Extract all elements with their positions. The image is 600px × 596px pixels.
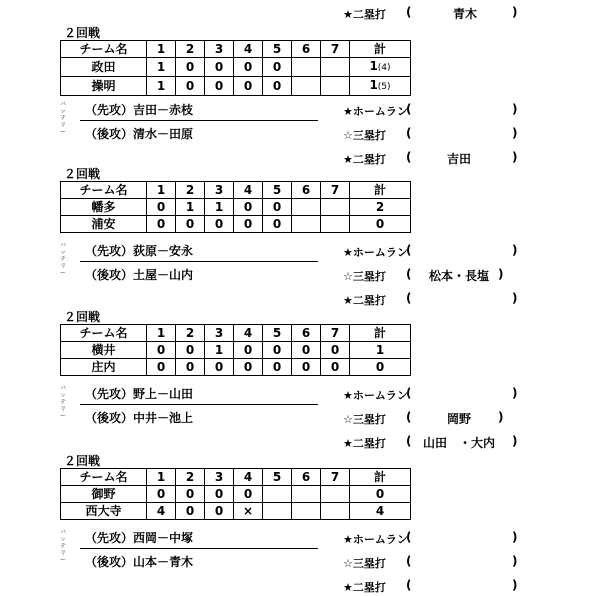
top-paren-open: ( (406, 5, 412, 19)
inning-score: 0 (234, 58, 263, 77)
inning-score (263, 503, 292, 520)
total-score (350, 486, 411, 503)
battery-underline (80, 404, 318, 405)
inning-score: 0 (205, 58, 234, 77)
double-paren-close: ) (512, 578, 518, 592)
double-names: 山田 ・大内 (422, 436, 495, 450)
inning-score: 0 (321, 342, 350, 359)
triple-paren-close: ) (498, 267, 504, 281)
inning-score: 0 (176, 342, 205, 359)
team-name: 横井 (61, 342, 147, 359)
header-inning: 3 (205, 41, 234, 58)
header-total: 計 (350, 325, 411, 342)
score-row (61, 486, 411, 503)
triple-names: 松本・長塩 (428, 269, 489, 283)
inning-score: 0 (292, 359, 321, 376)
header-inning: 3 (205, 182, 234, 199)
total-value: 1 (369, 78, 378, 92)
inning-score: 0 (292, 342, 321, 359)
hr-label: ★ホームラン (343, 389, 408, 402)
header-inning: 7 (321, 325, 350, 342)
triple-paren-close: ) (512, 554, 518, 568)
header-inning: 2 (176, 41, 205, 58)
header-total: 計 (350, 469, 411, 486)
triple-paren-open: ( (406, 267, 412, 281)
inning-score: 0 (176, 216, 205, 233)
total-value: 0 (375, 487, 385, 501)
second-battery: （後攻）中井－池上 (85, 411, 194, 425)
inning-score: 0 (205, 359, 234, 376)
total-sub: (4) (377, 63, 391, 73)
triple-names: 岡野 (446, 412, 471, 426)
team-name: 庄内 (61, 359, 147, 376)
team-name: 西大寺 (61, 503, 147, 520)
score-header-row (61, 41, 411, 58)
double-paren-close: ) (512, 291, 518, 305)
score-header-row (61, 469, 411, 486)
header-inning: 2 (176, 469, 205, 486)
inning-score: 0 (147, 216, 176, 233)
inning-score: 1 (147, 77, 176, 96)
inning-score: 0 (205, 486, 234, 503)
inning-score: 0 (176, 486, 205, 503)
triple-paren-close: ) (512, 126, 518, 140)
hr-paren-open: ( (406, 386, 412, 400)
inning-score: 0 (234, 199, 263, 216)
score-row (61, 199, 411, 216)
hr-label: ★ホームラン (343, 533, 408, 546)
triple-label: ☆三塁打 (343, 270, 386, 283)
triple-paren-close: ) (498, 410, 504, 424)
battery-underline (80, 120, 318, 121)
header-inning: 7 (321, 41, 350, 58)
triple-label: ☆三塁打 (343, 413, 386, 426)
score-table (60, 40, 411, 96)
team-name: 幡多 (61, 199, 147, 216)
inning-score: 0 (176, 77, 205, 96)
hr-paren-open: ( (406, 530, 412, 544)
total-score (350, 199, 411, 216)
total-sub: (5) (377, 82, 391, 92)
inning-score: 0 (263, 77, 292, 96)
game-title: ２回戦 (64, 310, 101, 324)
inning-score: 1 (147, 58, 176, 77)
header-inning: 2 (176, 182, 205, 199)
triple-paren-open: ( (406, 554, 412, 568)
second-battery: （後攻）山本－青木 (85, 555, 194, 569)
inning-score: 0 (205, 216, 234, 233)
score-row (61, 216, 411, 233)
team-name: 御野 (61, 486, 147, 503)
hr-paren-close: ) (512, 243, 518, 257)
double-label: ★二塁打 (343, 581, 386, 594)
first-battery: （先攻）野上－山田 (85, 387, 194, 401)
hr-paren-close: ) (512, 102, 518, 116)
score-table (60, 468, 411, 520)
team-name: 政田 (61, 58, 147, 77)
inning-score (292, 58, 321, 77)
second-battery: （後攻）土屋－山内 (85, 268, 194, 282)
inning-score: 0 (234, 216, 263, 233)
inning-score (321, 77, 350, 96)
header-inning: 5 (263, 325, 292, 342)
double-paren-close: ) (512, 434, 518, 448)
inning-score: 0 (176, 58, 205, 77)
header-inning: 5 (263, 182, 292, 199)
header-team: チーム名 (61, 182, 147, 199)
inning-score (263, 486, 292, 503)
first-battery: （先攻）吉田－赤枝 (85, 103, 194, 117)
inning-score: 1 (205, 199, 234, 216)
inning-score: 0 (234, 77, 263, 96)
double-paren-open: ( (406, 150, 412, 164)
top-paren-close: ) (512, 5, 518, 19)
inning-score: 0 (234, 486, 263, 503)
score-header-row (61, 182, 411, 199)
first-battery: （先攻）荻原－安永 (85, 244, 194, 258)
header-inning: 5 (263, 41, 292, 58)
score-table (60, 324, 411, 376)
inning-score (292, 216, 321, 233)
total-value: 0 (375, 217, 385, 231)
total-value: 2 (375, 200, 385, 214)
header-inning: 4 (234, 182, 263, 199)
total-score (350, 503, 411, 520)
triple-label: ☆三塁打 (343, 557, 386, 570)
hr-label: ★ホームラン (343, 246, 408, 259)
score-row (61, 503, 411, 520)
inning-score: 0 (263, 342, 292, 359)
inning-score: 0 (147, 342, 176, 359)
header-total: 計 (350, 41, 411, 58)
header-inning: 6 (292, 469, 321, 486)
double-paren-close: ) (512, 150, 518, 164)
header-inning: 1 (147, 469, 176, 486)
inning-score: × (234, 503, 263, 520)
hr-paren-close: ) (512, 530, 518, 544)
inning-score: 0 (205, 503, 234, 520)
hr-paren-close: ) (512, 386, 518, 400)
battery-underline (80, 261, 318, 262)
score-row (61, 77, 411, 96)
inning-score (292, 503, 321, 520)
inning-score (321, 503, 350, 520)
triple-paren-open: ( (406, 126, 412, 140)
inning-score: 0 (321, 359, 350, 376)
inning-score: 0 (263, 359, 292, 376)
inning-score (292, 199, 321, 216)
inning-score (321, 486, 350, 503)
total-value: 0 (375, 360, 385, 374)
inning-score (292, 77, 321, 96)
hr-paren-open: ( (406, 243, 412, 257)
header-inning: 6 (292, 325, 321, 342)
inning-score: 0 (147, 486, 176, 503)
first-battery: （先攻）西岡－中塚 (85, 531, 194, 545)
header-inning: 3 (205, 469, 234, 486)
game-title: ２回戦 (64, 454, 101, 468)
total-score (350, 77, 411, 96)
total-score (350, 359, 411, 376)
header-inning: 7 (321, 469, 350, 486)
inning-score (321, 58, 350, 77)
second-battery: （後攻）清水－田原 (85, 127, 194, 141)
double-names: 吉田 (446, 152, 471, 166)
top-double-names: 青木 (452, 7, 477, 21)
double-label: ★二塁打 (343, 437, 386, 450)
inning-score: 4 (147, 503, 176, 520)
game-title: ２回戦 (64, 167, 101, 181)
score-row (61, 359, 411, 376)
inning-score: 1 (205, 342, 234, 359)
inning-score (321, 216, 350, 233)
team-name: 操明 (61, 77, 147, 96)
header-inning: 6 (292, 41, 321, 58)
inning-score (292, 486, 321, 503)
header-team: チーム名 (61, 469, 147, 486)
inning-score: 0 (205, 77, 234, 96)
inning-score: 0 (176, 503, 205, 520)
score-header-row (61, 325, 411, 342)
top-double-label: ★二塁打 (343, 8, 386, 21)
header-team: チーム名 (61, 41, 147, 58)
double-paren-open: ( (406, 434, 412, 448)
battery-label: バ ッ テ リ ー (59, 101, 66, 136)
inning-score: 0 (263, 199, 292, 216)
header-inning: 1 (147, 325, 176, 342)
inning-score: 0 (234, 359, 263, 376)
header-inning: 5 (263, 469, 292, 486)
header-inning: 1 (147, 41, 176, 58)
header-total: 計 (350, 182, 411, 199)
hr-label: ★ホームラン (343, 105, 408, 118)
team-name: 浦安 (61, 216, 147, 233)
inning-score: 0 (263, 58, 292, 77)
double-paren-open: ( (406, 578, 412, 592)
total-value: 4 (375, 504, 385, 518)
score-row (61, 58, 411, 77)
inning-score: 0 (234, 342, 263, 359)
battery-label: バ ッ テ リ ー (59, 385, 66, 420)
score-row (61, 342, 411, 359)
double-label: ★二塁打 (343, 294, 386, 307)
triple-paren-open: ( (406, 410, 412, 424)
total-score (350, 58, 411, 77)
hr-paren-open: ( (406, 102, 412, 116)
double-label: ★二塁打 (343, 153, 386, 166)
header-inning: 4 (234, 469, 263, 486)
triple-label: ☆三塁打 (343, 129, 386, 142)
battery-underline (80, 548, 318, 549)
header-inning: 4 (234, 41, 263, 58)
header-inning: 4 (234, 325, 263, 342)
inning-score: 0 (147, 359, 176, 376)
battery-label: バ ッ テ リ ー (59, 242, 66, 277)
header-inning: 2 (176, 325, 205, 342)
total-value: 1 (375, 343, 385, 357)
game-title: ２回戦 (64, 26, 101, 40)
total-value: 1 (369, 59, 378, 73)
total-score (350, 216, 411, 233)
header-team: チーム名 (61, 325, 147, 342)
header-inning: 1 (147, 182, 176, 199)
inning-score (321, 199, 350, 216)
header-inning: 7 (321, 182, 350, 199)
header-inning: 6 (292, 182, 321, 199)
inning-score: 1 (176, 199, 205, 216)
inning-score: 0 (147, 199, 176, 216)
inning-score: 0 (263, 216, 292, 233)
header-inning: 3 (205, 325, 234, 342)
double-paren-open: ( (406, 291, 412, 305)
total-score (350, 342, 411, 359)
battery-label: バ ッ テ リ ー (59, 529, 66, 564)
inning-score: 0 (176, 359, 205, 376)
score-table (60, 181, 411, 233)
